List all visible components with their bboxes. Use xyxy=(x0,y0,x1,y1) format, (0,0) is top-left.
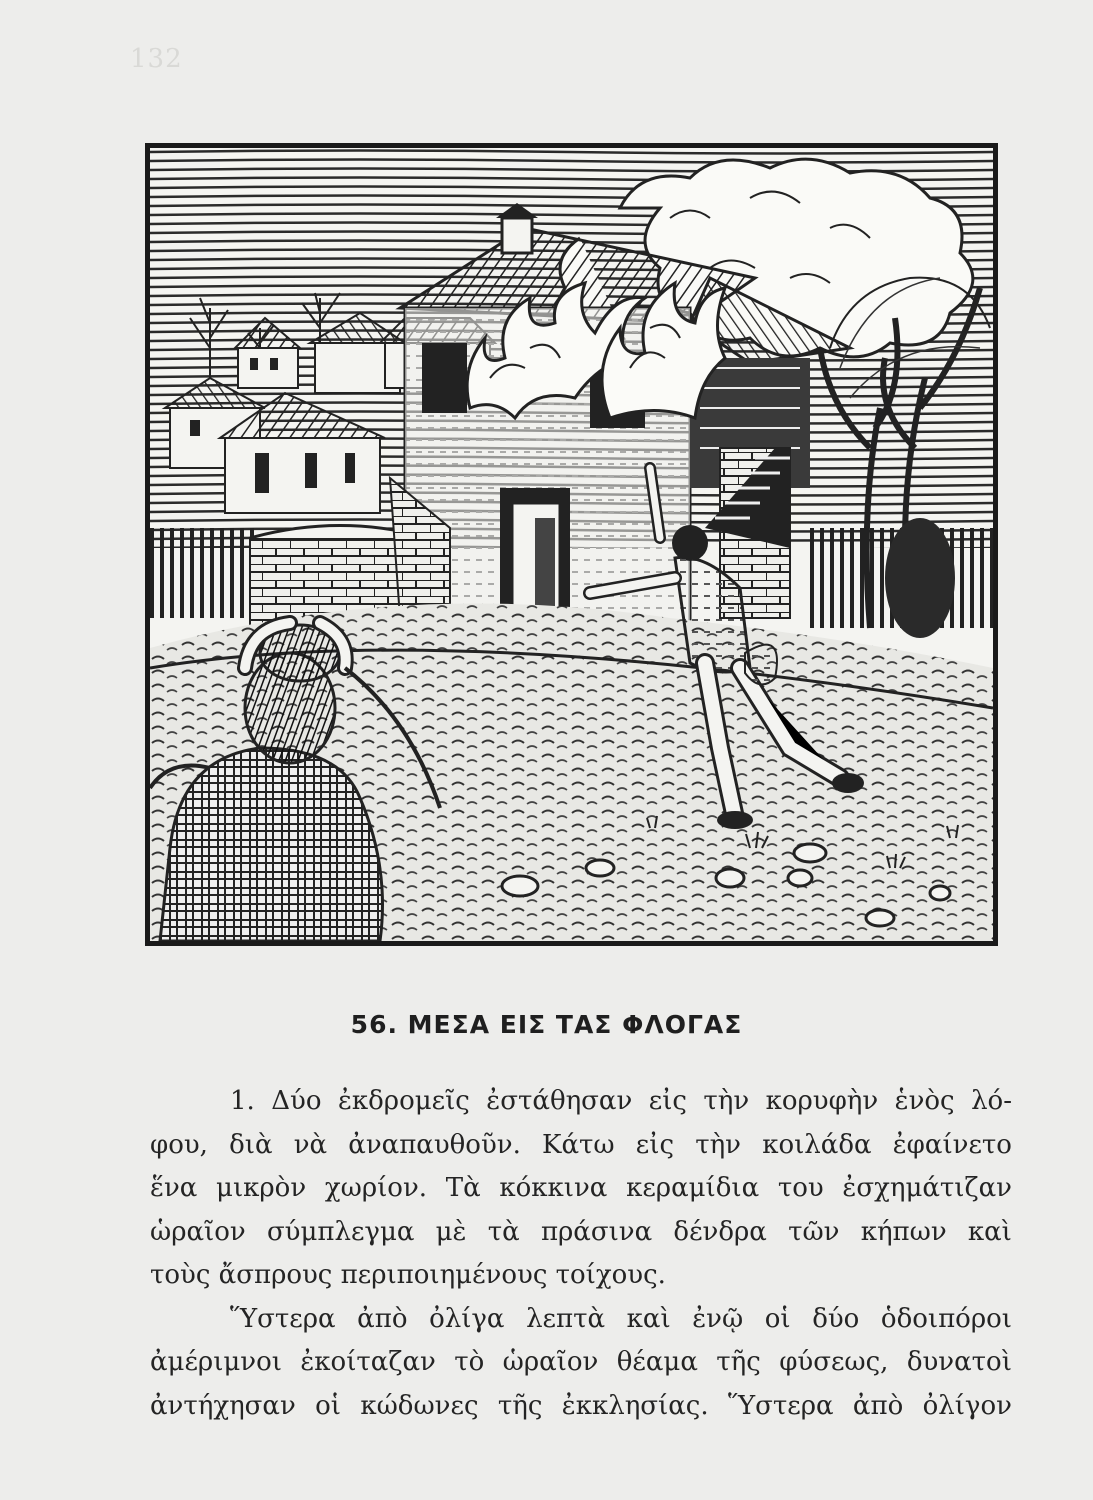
text-line: ὡραῖον σύμπλεγμα μὲ τὰ πράσινα δένδρα τῶν κήπων καὶ xyxy=(150,1216,1012,1247)
page-number: 132 xyxy=(130,44,183,74)
text-line: 1. Δύο ἐκδρομεῖς ἐστάθησαν εἰς τὴν κορυφὴν ἑνὸς λό- xyxy=(230,1086,1012,1116)
text-line: ἀμέριμνοι ἐκοίταζαν τὸ ὡραῖον θέαμα τῆς φύσεως, δυνατοὶ xyxy=(150,1347,1012,1377)
text-line: ἀντήχησαν οἱ κώδωνες τῆς ἐκκλησίας. Ὕστερα ἀπὸ ὀλίγον xyxy=(150,1390,1012,1421)
text-line: ἕνα μικρὸν χωρίον. Τὰ κόκκινα κεραμίδια του ἐσχημάτιζαν xyxy=(150,1173,1012,1203)
woodcut-illustration xyxy=(145,143,998,946)
chapter-title: 56. ΜΕΣΑ ΕΙΣ ΤΑΣ ΦΛΟΓΑΣ xyxy=(350,1010,743,1039)
text-line: Ὕστερα ἀπὸ ὀλίγα λεπτὰ καὶ ἐνῷ οἱ δύο ὁδοιπόροι xyxy=(230,1303,1012,1334)
text-line: τοὺς ἄσπρους περιποιημένους τοίχους. xyxy=(150,1260,666,1290)
burning-house-scene xyxy=(150,148,993,941)
text-line: φου, διὰ νὰ ἀναπαυθοῦν. Κάτω εἰς τὴν κοιλάδα ἐφαίνετο xyxy=(150,1129,1012,1160)
body-text xyxy=(150,1080,1012,1428)
